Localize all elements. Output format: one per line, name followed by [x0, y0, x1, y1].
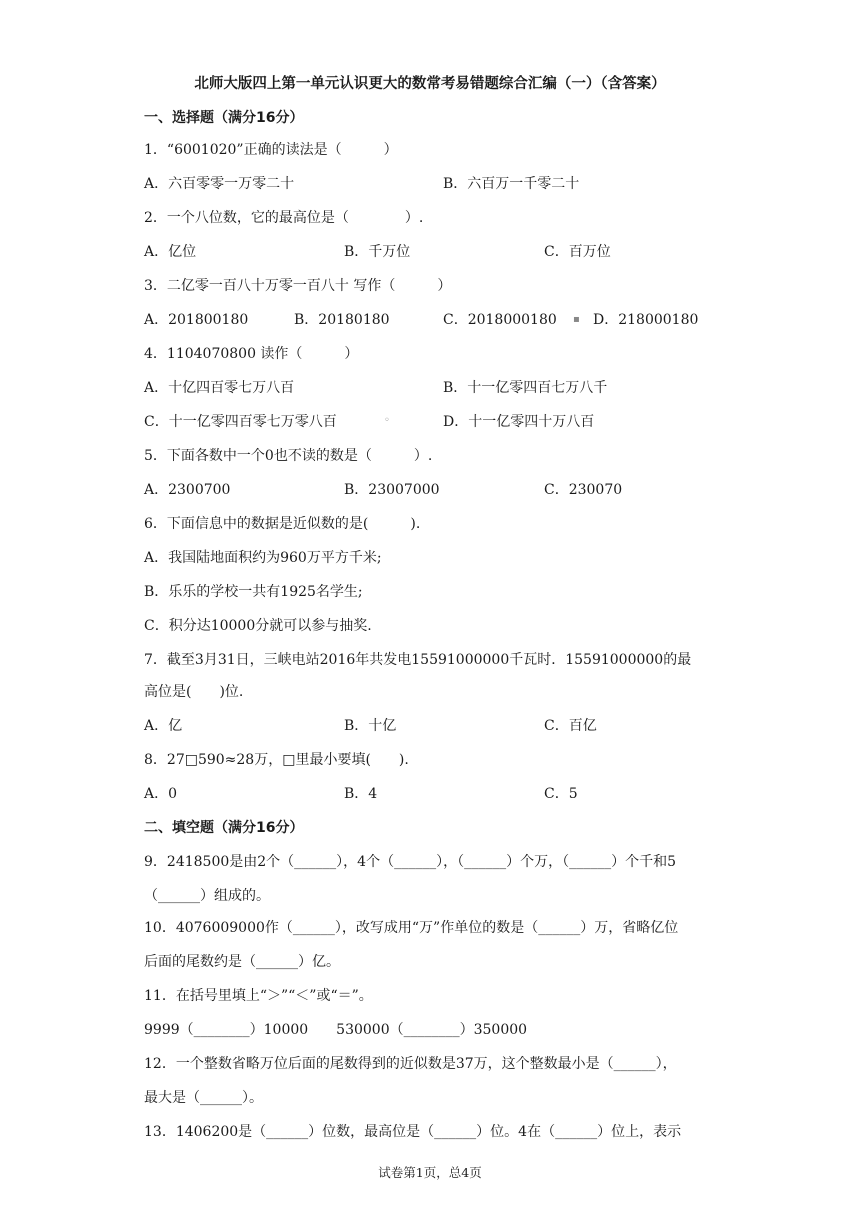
- q5-option-a: A．2300700: [144, 482, 231, 498]
- q3-option-a: A．201800180: [144, 312, 249, 328]
- q4-option-a: A．十亿四百零七万八百: [144, 380, 295, 396]
- q3-option-d: D．218000180: [593, 312, 699, 328]
- question-6-stem: 6．下面信息中的数据是近似数的是( ).: [144, 516, 421, 532]
- question-2-stem: 2．一个八位数，它的最高位是（ ）.: [144, 210, 424, 226]
- question-12-line2: 最大是（______）。: [144, 1090, 263, 1106]
- q2-option-a: A．亿位: [144, 244, 197, 260]
- question-3-stem: 3．二亿零一百八十万零一百八十 写作（ ）: [144, 278, 452, 294]
- q6-option-b: B．乐乐的学校一共有1925名学生;: [144, 584, 363, 600]
- q3-option-c: C．2018000180: [443, 312, 557, 328]
- q5-option-b: B．23007000: [344, 482, 440, 498]
- q7-option-c: C．百亿: [544, 718, 597, 734]
- q2-option-b: B．千万位: [344, 244, 411, 260]
- q8-option-b: B．4: [344, 786, 378, 802]
- question-10-line1: 10．4076009000作（______），改写成用“万”作单位的数是（______）万，省略亿位: [144, 920, 679, 936]
- page-footer: 试卷第1页，总4页: [378, 1165, 482, 1180]
- question-13-line1: 13．1406200是（______）位数，最高位是（______）位。4在（______）位上，表示: [144, 1124, 682, 1140]
- question-5-stem: 5．下面各数中一个0也不读的数是（ ）.: [144, 448, 433, 464]
- question-1-stem: 1．“6001020”正确的读法是（ ）: [144, 142, 398, 158]
- q6-option-a: A．我国陆地面积约为960万平方千米;: [144, 550, 382, 566]
- q3-option-b: B．20180180: [294, 312, 390, 328]
- question-9-line2: （______）组成的。: [144, 888, 270, 904]
- stray-mark: ◦: [384, 415, 390, 426]
- q4-option-b: B．十一亿零四百七万八千: [443, 380, 608, 396]
- question-8-stem: 8．27□590≈28万，□里最小要填( ).: [144, 752, 409, 768]
- question-12-line1: 12．一个整数省略万位后面的尾数得到的近似数是37万，这个整数最小是（______），: [144, 1056, 677, 1072]
- q8-option-a: A．0: [144, 786, 178, 802]
- q1-option-a: A．六百零零一万零二十: [144, 176, 295, 192]
- question-9-line1: 9．2418500是由2个（______），4个（______），（______）个万，（______）个千和5: [144, 854, 676, 870]
- q6-option-c: C．积分达10000分就可以参与抽奖.: [144, 618, 372, 634]
- q1-option-b: B．六百万一千零二十: [443, 176, 580, 192]
- question-7-stem-line1: 7．截至3月31日，三峡电站2016年共发电15591000000千瓦时．15591000000的最: [144, 652, 692, 668]
- q2-option-c: C．百万位: [544, 244, 611, 260]
- q7-option-b: B．十亿: [344, 718, 397, 734]
- question-4-stem: 4．1104070800 读作（ ）: [144, 346, 359, 362]
- question-7-stem-line2: 高位是( )位.: [144, 684, 244, 700]
- q4-option-d: D．十一亿零四十万八百: [443, 414, 595, 430]
- question-10-line2: 后面的尾数约是（______）亿。: [144, 954, 340, 970]
- q7-option-a: A．亿: [144, 718, 183, 734]
- q4-option-c: C．十一亿零四百零七万零八百: [144, 414, 337, 430]
- page-title: 北师大版四上第一单元认识更大的数常考易错题综合汇编（一）（含答案）: [194, 76, 666, 92]
- question-11-line1: 11．在括号里填上“＞”“＜”或“＝”。: [144, 988, 373, 1004]
- question-11-line2: 9999（________）10000 530000（________）350000: [144, 1022, 528, 1038]
- section-heading-choice: 一、选择题（满分16分）: [144, 110, 304, 126]
- section-heading-fill: 二、填空题（满分16分）: [144, 820, 304, 836]
- q5-option-c: C．230070: [544, 482, 623, 498]
- q8-option-c: C．5: [544, 786, 578, 802]
- stray-mark: ▪: [573, 314, 580, 325]
